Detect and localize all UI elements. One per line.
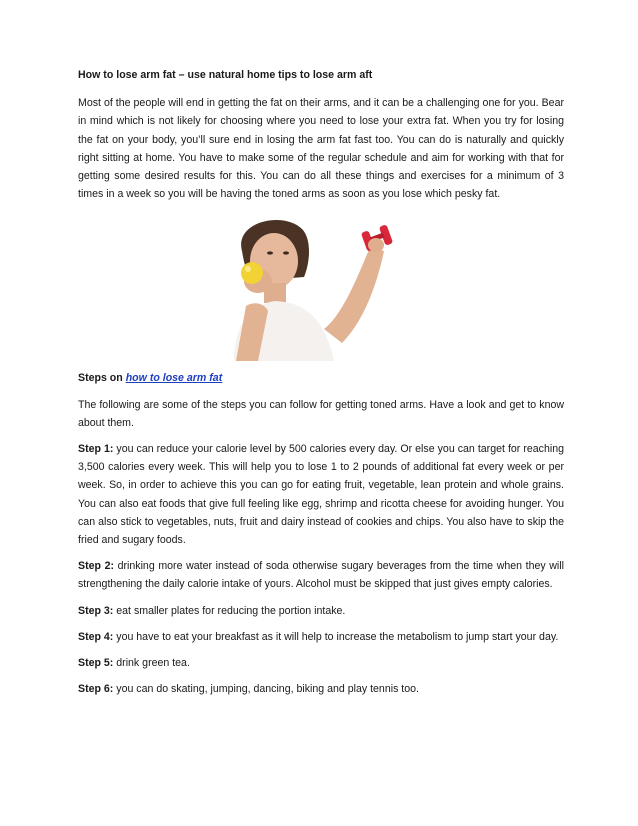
steps-heading: [78, 369, 564, 387]
photo-illustration: [224, 211, 414, 361]
step-label: Step 5:: [78, 657, 114, 670]
woman-eating-apple-with-dumbbell-image: [78, 211, 564, 361]
step-item: [78, 440, 564, 549]
step-text: drink green tea.: [113, 657, 190, 670]
step-item: [78, 602, 564, 620]
step-item: [78, 680, 564, 698]
document-page: [78, 66, 564, 706]
step-label: Step 2:: [78, 560, 114, 573]
steps-heading-prefix: Steps on: [78, 372, 126, 385]
step-item: [78, 557, 564, 593]
step-text: drinking more water instead of soda otherwise sugary beverages from the time when they will strengthening the daily calorie intake of yours. Alcohol must be skipped that just gives empty calories.: [78, 560, 564, 591]
step-text: you can reduce your calorie level by 500 calories every day. Or else you can target for reaching 3,500 calories every week. This will help you to lose 1 to 2 pounds of additional fat every week or per week. So, in order to achieve this you can go for eating fruit, vegetable, lean protein and whole grains. You can also eat foods that give full feeling like egg, shrimp and ricotta cheese for avoiding hunger. You can also stick to vegetables, nuts, fruit and dairy instead of cookies and chips. You also have to skip the fried and sugary foods.: [78, 443, 564, 547]
step-label: Step 6:: [78, 683, 114, 696]
intro-paragraph: Most of the people will end in getting the fat on their arms, and it can be a challenging one for you. Bear in mind which is not likely for choosing where you need to lose your extra fat. When you try for losing the fat on your body, you’ll sure end in losing the arm fat fast too. You can do is naturally and quickly right sitting at home. You have to make some of the regular schedule and aim for working with that for getting some desired results for this. You can do all these things and exercises for a minimum of 3 times in a week so you will be having the toned arms as soon as you lose which pesky fat.: [78, 97, 564, 201]
step-item: [78, 628, 564, 646]
step-item: [78, 654, 564, 672]
how-to-lose-arm-fat-link[interactable]: how to lose arm fat: [125, 372, 223, 385]
step-label: Step 1:: [78, 443, 114, 456]
step-label: Step 3:: [78, 604, 114, 617]
article-title: How to lose arm fat – use natural home tips to lose arm aft: [78, 69, 373, 81]
step-text: eat smaller plates for reducing the portion intake.: [113, 604, 346, 617]
step-text: you can do skating, jumping, dancing, biking and play tennis too.: [113, 683, 419, 696]
steps-intro-paragraph: The following are some of the steps you can follow for getting toned arms. Have a look and get to know about them.: [78, 398, 564, 429]
step-text: you have to eat your breakfast as it will help to increase the metabolism to jump start your day.: [113, 630, 559, 643]
step-label: Step 4:: [78, 630, 114, 643]
